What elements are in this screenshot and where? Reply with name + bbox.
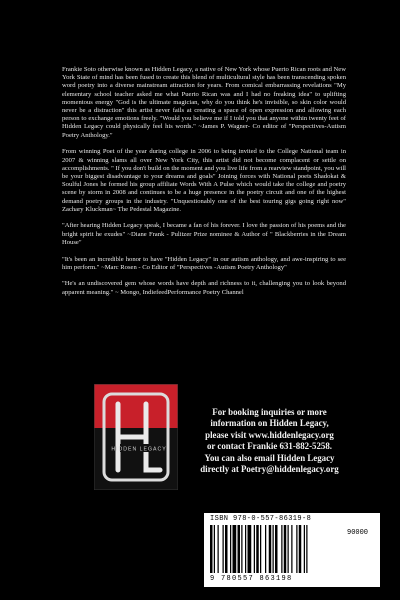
bio-paragraph: "He's an undiscovered gem whose words have depth and richness to it, challenging you to look beyond apparent meaning." ~ Mongo, IndiefeedPerformance Poetry Channel xyxy=(62,280,346,296)
bio-paragraph: From winning Poet of the year during college in 2006 to being invited to the College National team in 2007 & winning slams all over New York City, this artist did not become complacent or settle on accomplishments. " If you don't build on the moment and you live life from a rearview standpoint, you will be your biggest disadvantage to your dreams and goals" Joining forces with National poets Shadokat & Soulful Jones he formed his group affiliate Words With A Pulse which would take the college and poetry scene by storm in 2008 and continues to be a huge presence in the poetry circuit and one of the highest demand poetry groups in the industry. "Unquestionably one of the best touring gigs going right now" Zachary Kluckman~ The Pedestal Magazine. xyxy=(62,148,346,213)
booking-website-line: please visit www.hiddenlegacy.org xyxy=(205,429,334,440)
barcode-number: 9 780557 863198 xyxy=(210,575,293,583)
isbn-barcode xyxy=(204,513,380,587)
barcode-bar xyxy=(214,525,215,573)
barcode-icon xyxy=(210,525,342,575)
barcode-bar xyxy=(210,525,213,573)
barcode-bar xyxy=(288,525,289,573)
barcode-bar xyxy=(269,525,272,573)
price-code: 90000 xyxy=(347,529,369,537)
barcode-bar xyxy=(223,525,224,573)
barcode-bar xyxy=(256,525,259,573)
hidden-legacy-logo xyxy=(94,384,178,490)
bio-paragraph: Frankie Soto otherwise known as Hidden Legacy, a native of New York whose Puerto Rican roots and New York State of mind has been fused to create this blend of multicultural style has been transcending spoken word poetry into a diverse mainstream attraction for years. From comical embarrassing revelations "My elementary school teacher asked me what Puerto Rican was and I had no freaking idea" to uplifting momentous energy "God is the ultimate magician, why do you think he's invisible, so skin color would never be a distraction" this artist never fails at creating a space of open expression and allowing each person to exchange emotions freely. "Would you believe me if I told you that anyone within twenty feet of Hidden Legacy could physically feel his words." ~James P. Wagner- Co editor of "Perspectives-Autism Poetry Anthology." xyxy=(62,66,346,139)
booking-phone-line: or contact Frankie 631-882-5258. xyxy=(206,441,333,452)
barcode-bar xyxy=(254,525,255,573)
barcode-bar xyxy=(291,525,292,573)
booking-line: You can also email Hidden Legacy xyxy=(204,452,335,463)
barcode-bar xyxy=(248,525,252,573)
booking-info xyxy=(187,407,352,475)
bio-paragraph: "It's been an incredible honor to have "Hidden Legacy" in our autism anthology, and awe-inspiring to see him perform." ~Marc Rosen - Co Editor of "Perspectives -Autism Poetry Anthology" xyxy=(62,255,346,271)
booking-line: information on Hidden Legacy, xyxy=(210,418,329,429)
barcode-bar xyxy=(218,525,219,573)
barcode-bar xyxy=(304,525,305,573)
barcode-bar xyxy=(225,525,228,573)
booking-email-line: directly at Poetry@hiddenlegacy.org xyxy=(200,464,339,475)
barcode-bar xyxy=(273,525,274,573)
barcode-bar xyxy=(265,525,266,573)
barcode-bar xyxy=(306,525,307,573)
barcode-bar xyxy=(299,525,302,573)
logo-subtext: HIDDEN LEGACY xyxy=(111,446,167,453)
barcode-bar xyxy=(233,525,237,573)
booking-line: For booking inquiries or more xyxy=(212,407,327,417)
bio-text-block xyxy=(62,66,346,305)
isbn-text: ISBN 978-0-557-86319-8 xyxy=(210,515,312,523)
barcode-bar xyxy=(245,525,246,573)
barcode-bar xyxy=(281,525,282,573)
bio-paragraph: "After hearing Hidden Legacy speak, I became a fan of his forever. I love the passion of his poems and the bright spirit he exudes" ~Diane Frank - Pulitzer Prize nominee & Author of " Blackberries in the Dream House" xyxy=(62,222,346,246)
barcode-bar xyxy=(238,525,241,573)
barcode-bar xyxy=(296,525,297,573)
barcode-bar xyxy=(260,525,261,573)
barcode-bar xyxy=(284,525,287,573)
barcode-bar xyxy=(230,525,231,573)
hl-logo-icon xyxy=(94,384,178,490)
barcode-bar xyxy=(275,525,278,573)
barcode-bar xyxy=(241,525,242,573)
